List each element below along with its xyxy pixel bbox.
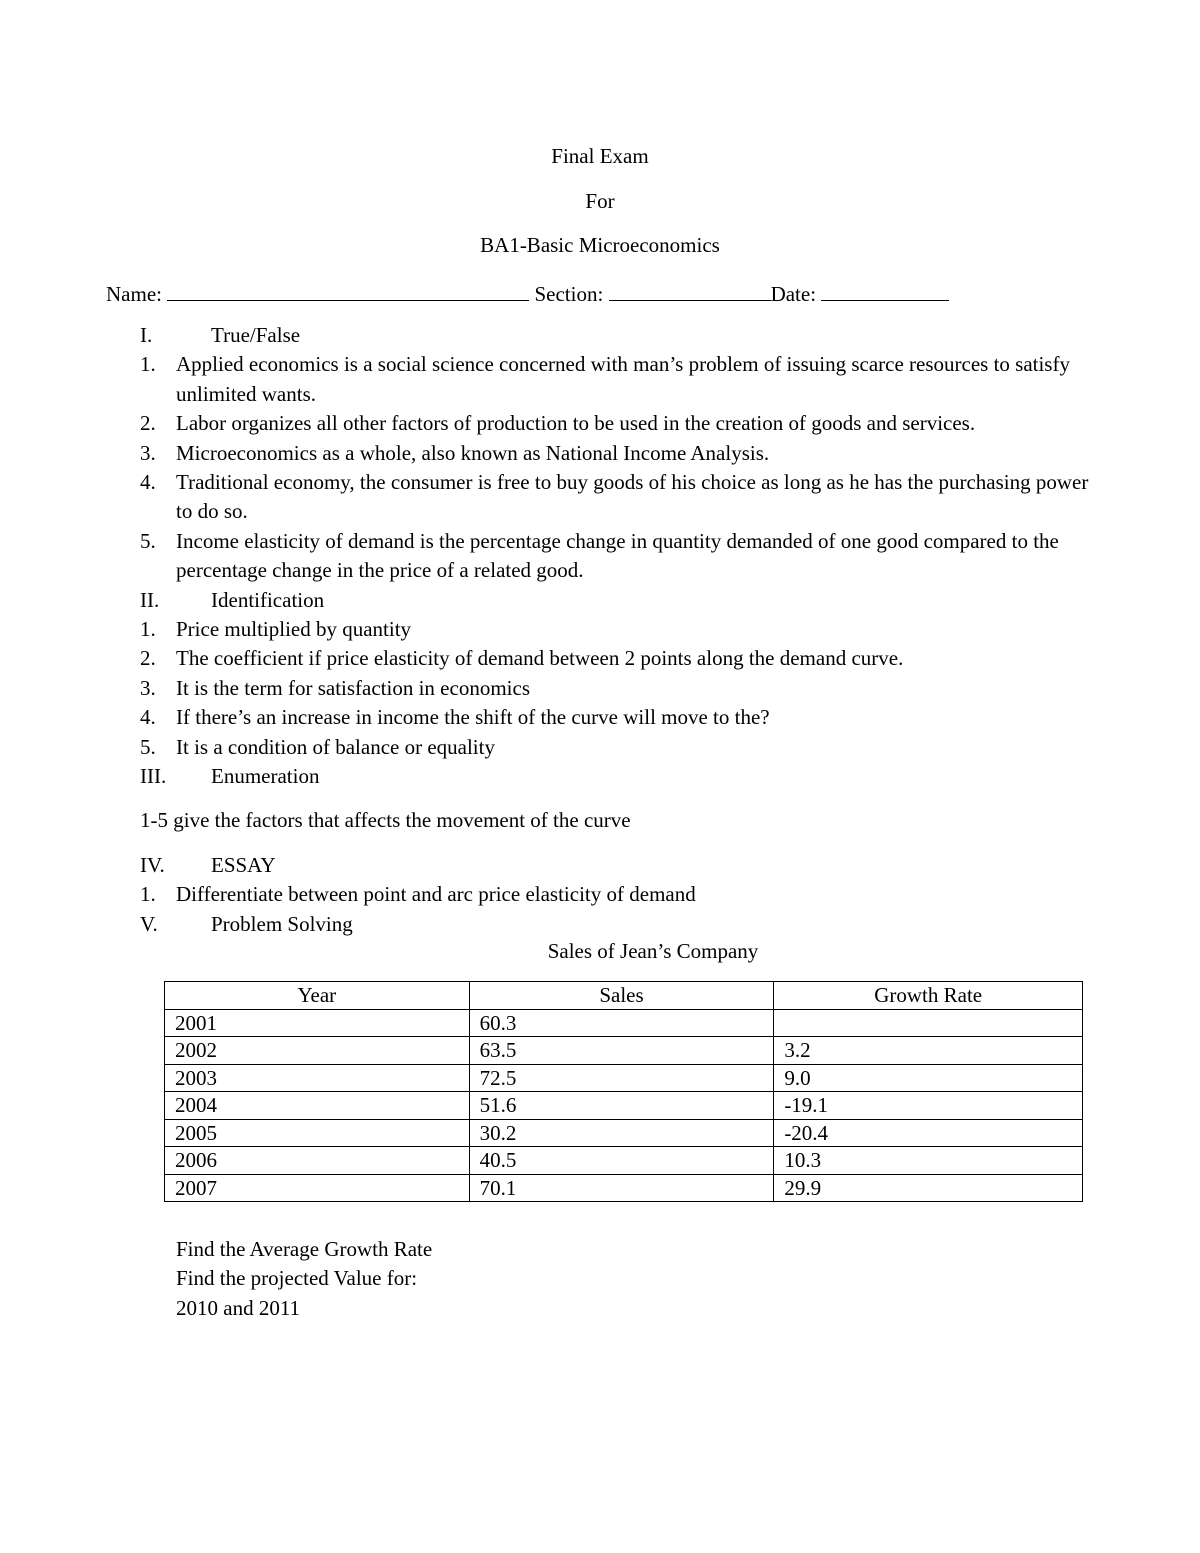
section-numeral: IV.	[140, 852, 165, 877]
date-blank[interactable]	[821, 280, 949, 301]
item-text: Price multiplied by quantity	[176, 617, 412, 642]
item-text: Income elasticity of demand is the percentage change in quantity demanded of one good compared to the percentage change in the price of a related good.	[176, 528, 1059, 583]
task-line: 2010 and 2011	[176, 1295, 301, 1320]
section-numeral: III.	[140, 764, 167, 789]
name-blank[interactable]	[167, 280, 529, 301]
item-text: It is the term for satisfaction in economics	[176, 675, 530, 700]
year-cell: 2006	[165, 1147, 470, 1175]
table-row	[165, 1092, 1083, 1120]
section-title: True/False	[211, 323, 301, 347]
section-numeral: II.	[140, 587, 160, 612]
name-label: Name:	[106, 282, 162, 306]
section-heading-enumeration	[140, 762, 1100, 791]
enumeration-instruction: 1-5 give the factors that affects the movement of the curve	[140, 808, 631, 833]
year-cell: 2007	[165, 1174, 470, 1202]
section-heading-essay	[140, 851, 1100, 880]
column-header-year: Year	[165, 982, 470, 1010]
column-header-sales: Sales	[469, 982, 774, 1010]
item-number: 2.	[140, 411, 156, 436]
list-item	[140, 880, 1100, 909]
sales-cell: 60.3	[469, 1009, 774, 1037]
year-cell: 2004	[165, 1092, 470, 1120]
item-number: 2.	[140, 646, 156, 671]
section-numeral: V.	[140, 911, 158, 936]
table-row	[165, 1064, 1083, 1092]
table-row	[165, 1119, 1083, 1147]
growth-rate-cell: -20.4	[774, 1119, 1083, 1147]
section-heading-identification	[140, 586, 1100, 615]
item-text: Traditional economy, the consumer is free to buy goods of his choice as long as he has the purchasing power to do so.	[176, 470, 1089, 524]
growth-rate-cell: 3.2	[774, 1037, 1083, 1065]
item-number: 1.	[140, 882, 156, 907]
item-text: Differentiate between point and arc price elasticity of demand	[176, 882, 696, 907]
growth-rate-cell: 9.0	[774, 1064, 1083, 1092]
item-number: 4.	[140, 470, 156, 495]
item-number: 4.	[140, 705, 156, 730]
list-item	[140, 527, 1100, 586]
course-title: BA1-Basic Microeconomics	[480, 233, 720, 257]
item-text: Applied economics is a social science concerned with man’s problem of issuing scarce resources to satisfy unlimited wants.	[176, 352, 1070, 406]
growth-rate-cell	[774, 1009, 1083, 1037]
list-item	[140, 468, 1100, 527]
year-cell: 2003	[165, 1064, 470, 1092]
growth-rate-cell: 29.9	[774, 1174, 1083, 1202]
task-line: Find the projected Value for:	[176, 1266, 418, 1291]
problem-tasks	[176, 1235, 432, 1323]
year-cell: 2002	[165, 1037, 470, 1065]
list-item	[140, 615, 1100, 644]
section-blank[interactable]	[609, 280, 771, 301]
sales-cell: 30.2	[469, 1119, 774, 1147]
sales-cell: 51.6	[469, 1092, 774, 1120]
item-number: 1.	[140, 617, 156, 642]
section-title: Enumeration	[211, 764, 320, 789]
section-title: Identification	[211, 587, 325, 612]
table-header-row	[165, 982, 1083, 1010]
table-title: Sales of Jean’s Company	[547, 939, 759, 963]
section-heading-problem-solving	[140, 910, 1100, 939]
sales-cell: 72.5	[469, 1064, 774, 1092]
item-number: 3.	[140, 440, 156, 465]
year-cell: 2005	[165, 1119, 470, 1147]
growth-rate-cell: -19.1	[774, 1092, 1083, 1120]
item-text: It is a condition of balance or equality	[176, 734, 495, 759]
sales-cell: 70.1	[469, 1174, 774, 1202]
exam-title: Final Exam	[551, 144, 649, 168]
section-title: ESSAY	[211, 852, 276, 877]
date-label: Date:	[770, 282, 817, 306]
section-heading-true-false	[140, 321, 1100, 350]
item-number: 3.	[140, 675, 156, 700]
item-number: 5.	[140, 528, 156, 553]
list-item	[140, 644, 1100, 673]
item-text: Labor organizes all other factors of production to be used in the creation of goods and services.	[176, 411, 976, 436]
exam-for-line: For	[585, 189, 615, 213]
section-numeral: I.	[140, 323, 153, 347]
exam-content	[140, 321, 1100, 939]
item-number: 1.	[140, 352, 156, 377]
table-row	[165, 1147, 1083, 1175]
column-header-growth-rate: Growth Rate	[774, 982, 1083, 1010]
sales-cell: 40.5	[469, 1147, 774, 1175]
list-item	[140, 350, 1100, 409]
task-line: Find the Average Growth Rate	[176, 1237, 433, 1261]
growth-rate-cell: 10.3	[774, 1147, 1083, 1175]
table-row	[165, 1009, 1083, 1037]
item-number: 5.	[140, 734, 156, 759]
section-title: Problem Solving	[211, 911, 353, 936]
list-item	[140, 733, 1100, 762]
table-row	[165, 1037, 1083, 1065]
student-info-line	[106, 280, 949, 306]
list-item	[140, 409, 1100, 438]
list-item	[140, 439, 1100, 468]
sales-cell: 63.5	[469, 1037, 774, 1065]
list-item	[140, 703, 1100, 732]
item-text: Microeconomics as a whole, also known as National Income Analysis.	[176, 440, 770, 465]
year-cell: 2001	[165, 1009, 470, 1037]
item-text: The coefficient if price elasticity of demand between 2 points along the demand curve.	[176, 646, 904, 671]
list-item	[140, 674, 1100, 703]
table-row	[165, 1174, 1083, 1202]
sales-table	[164, 981, 1083, 1202]
section-label: Section:	[534, 282, 604, 306]
item-text: If there’s an increase in income the shift of the curve will move to the?	[176, 705, 770, 730]
